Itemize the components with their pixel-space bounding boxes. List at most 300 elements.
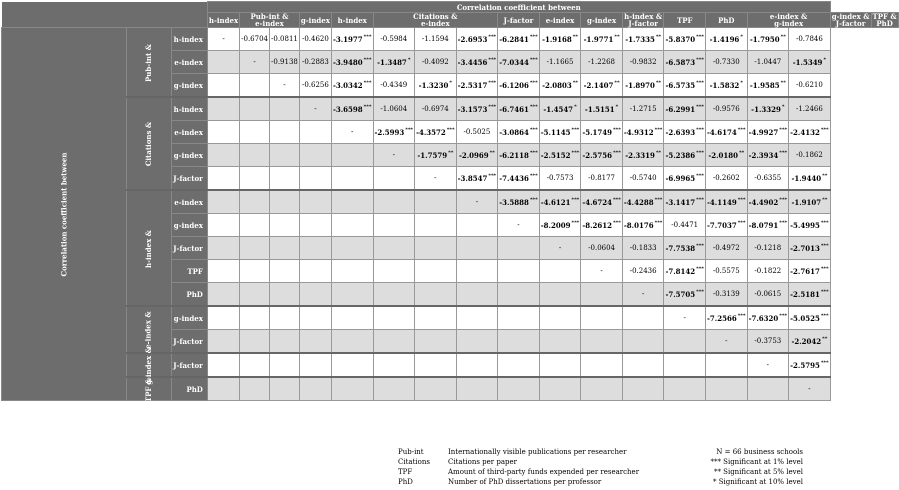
table-cell [270, 353, 300, 377]
table-cell: -3.4456*** [456, 51, 498, 74]
table-cell [622, 306, 664, 330]
table-cell [581, 377, 623, 401]
table-cell: -6.7461*** [498, 97, 540, 121]
table-cell: - [456, 190, 498, 214]
table-cell [373, 330, 415, 354]
table-cell [373, 306, 415, 330]
table-cell: -0.1822 [747, 260, 789, 283]
table-cell [373, 353, 415, 377]
table-cell [299, 260, 331, 283]
table-cell [207, 97, 239, 121]
table-cell [415, 190, 457, 214]
table-cell: -1.2715 [622, 97, 664, 121]
table-cell: -0.4092 [415, 51, 457, 74]
col-header: PhD [706, 13, 748, 28]
table-cell [539, 283, 581, 307]
table-cell: - [664, 306, 706, 330]
table-cell [207, 260, 239, 283]
row-label: J-factor [172, 330, 208, 354]
table-cell [207, 353, 239, 377]
table-cell [240, 377, 270, 401]
table-cell: -2.5181*** [789, 283, 831, 307]
table-cell: -6.2118*** [498, 144, 540, 167]
table-cell: -5.8370*** [664, 28, 706, 51]
table-cell [299, 283, 331, 307]
table-cell: - [270, 74, 300, 98]
table-cell [456, 237, 498, 260]
table-cell: -0.8177 [581, 167, 623, 191]
row-label: J-factor [172, 237, 208, 260]
table-cell: -2.5317*** [456, 74, 498, 98]
table-cell [415, 283, 457, 307]
table-cell: -1.9440** [789, 167, 831, 191]
table-cell: -4.6121*** [539, 190, 581, 214]
table-cell [331, 144, 373, 167]
table-cell [240, 214, 270, 237]
table-cell [373, 214, 415, 237]
row-label: J-factor [172, 353, 208, 377]
table-cell [331, 237, 373, 260]
table-cell: -1.4196* [706, 28, 748, 51]
table-cell: -3.1573*** [456, 97, 498, 121]
table-cell [415, 377, 457, 401]
table-cell: -0.0811 [270, 28, 300, 51]
legend-abbr: TPF [398, 468, 413, 476]
table-cell: -2.1407** [581, 74, 623, 98]
table-cell [240, 97, 270, 121]
table-row [2, 306, 899, 330]
table-cell: -2.7617*** [789, 260, 831, 283]
table-cell: -6.9965*** [664, 167, 706, 191]
table-cell [270, 97, 300, 121]
table-cell: -1.7950** [747, 28, 789, 51]
table-cell: -2.0803** [539, 74, 581, 98]
table-cell: -3.5888*** [498, 190, 540, 214]
legend-desc: Internationally visible publications per researcher [448, 448, 627, 456]
table-cell: -2.6953*** [456, 28, 498, 51]
table-cell [373, 190, 415, 214]
table-cell [207, 121, 239, 144]
table-cell: -8.2009*** [539, 214, 581, 237]
table-cell: -1.7335** [622, 28, 664, 51]
table-cell [207, 237, 239, 260]
table-cell: -5.1145*** [539, 121, 581, 144]
table-cell: -4.3572*** [415, 121, 457, 144]
table-cell: - [299, 97, 331, 121]
table-cell [373, 283, 415, 307]
table-cell: -0.5740 [622, 167, 664, 191]
table-cell [373, 167, 415, 191]
table-cell: -1.8970** [622, 74, 664, 98]
table-cell [498, 330, 540, 354]
table-cell [299, 330, 331, 354]
legend-abbr: PhD [398, 478, 413, 486]
table-cell: -7.0344*** [498, 51, 540, 74]
table-row [2, 190, 899, 214]
table-cell: -8.0791*** [747, 214, 789, 237]
table-cell: -8.0176*** [622, 214, 664, 237]
table-cell: -3.8547*** [456, 167, 498, 191]
table-cell: - [747, 353, 789, 377]
table-cell: -0.0604 [581, 237, 623, 260]
table-cell: -0.6210 [789, 74, 831, 98]
table-cell: -1.9168** [539, 28, 581, 51]
side-group-label: Citations & [126, 97, 171, 190]
col-header: h-index & J-factor [624, 12, 663, 28]
table-cell: - [706, 330, 748, 354]
table-cell [415, 260, 457, 283]
table-cell [581, 353, 623, 377]
table-cell: -1.3487* [373, 51, 415, 74]
table-cell: -4.6174*** [706, 121, 748, 144]
table-cell [331, 260, 373, 283]
table-cell: -0.9138 [270, 51, 300, 74]
table-cell [299, 190, 331, 214]
table-cell: - [622, 283, 664, 307]
table-cell [498, 353, 540, 377]
table-cell: -0.5575 [706, 260, 748, 283]
table-cell [456, 353, 498, 377]
table-cell: -2.2042** [789, 330, 831, 354]
table-cell: -5.0525*** [789, 306, 831, 330]
table-cell [207, 167, 239, 191]
legend-abbr: Pub-int [398, 448, 424, 456]
table-cell [207, 330, 239, 354]
table-cell [498, 260, 540, 283]
table-cell [299, 214, 331, 237]
col-header: g-index [299, 13, 331, 28]
table-cell: -1.1594 [415, 28, 457, 51]
row-label: g-index [172, 144, 208, 167]
table-cell [299, 377, 331, 401]
col-header-group: Pub-int & e-index [240, 13, 300, 28]
table-cell [581, 306, 623, 330]
table-cell: - [581, 260, 623, 283]
table-cell: - [373, 144, 415, 167]
table-cell: -1.0447 [747, 51, 789, 74]
col-header: g-index [581, 13, 623, 28]
table-cell [747, 377, 789, 401]
table-cell [456, 283, 498, 307]
table-cell: -1.5151* [581, 97, 623, 121]
table-cell: - [498, 214, 540, 237]
table-cell [539, 306, 581, 330]
col-header: h-index [331, 13, 373, 28]
table-cell: -1.9107** [789, 190, 831, 214]
table-cell: -2.0180** [706, 144, 748, 167]
table-cell [373, 260, 415, 283]
table-cell: -0.0615 [747, 283, 789, 307]
table-cell: -7.7037*** [706, 214, 748, 237]
table-cell: -0.6355 [747, 167, 789, 191]
table-cell: -7.5705*** [664, 283, 706, 307]
col-header: TPF [664, 13, 706, 28]
table-cell [415, 306, 457, 330]
table-cell: -0.9832 [622, 51, 664, 74]
row-label: g-index [172, 214, 208, 237]
table-cell [539, 377, 581, 401]
table-cell: -4.9927*** [747, 121, 789, 144]
table-cell: -1.2466 [789, 97, 831, 121]
row-label: g-index [172, 306, 208, 330]
row-label: h-index [172, 97, 208, 121]
table-cell: -6.5873*** [664, 51, 706, 74]
legend-desc: Amount of third-party funds expended per researcher [448, 468, 640, 476]
table-cell: -8.2612*** [581, 214, 623, 237]
table-cell [270, 260, 300, 283]
row-label: h-index [172, 28, 208, 51]
table-cell: -4.6724*** [581, 190, 623, 214]
table-cell: -4.4902*** [747, 190, 789, 214]
table-cell: - [331, 121, 373, 144]
table-cell [207, 190, 239, 214]
table-cell: -1.3329* [747, 97, 789, 121]
table-cell: -3.9480*** [331, 51, 373, 74]
table-cell [270, 330, 300, 354]
table-cell [270, 121, 300, 144]
table-cell: -0.4620 [299, 28, 331, 51]
table-cell: -0.5025 [456, 121, 498, 144]
col-header: e-index [539, 13, 581, 28]
table-cell [270, 190, 300, 214]
table-cell [299, 121, 331, 144]
table-cell: -6.1206*** [498, 74, 540, 98]
table-cell [331, 214, 373, 237]
table-cell [456, 214, 498, 237]
table-row [2, 97, 899, 121]
table-cell [331, 167, 373, 191]
table-cell [456, 330, 498, 354]
table-cell: -3.0864*** [498, 121, 540, 144]
table-cell: -2.3319** [622, 144, 664, 167]
table-cell [415, 214, 457, 237]
table-cell [498, 377, 540, 401]
table-cell: -1.2268 [581, 51, 623, 74]
side-group-label: Pub-int & [126, 28, 171, 98]
table-cell [207, 51, 239, 74]
table-cell [456, 377, 498, 401]
table-cell [539, 260, 581, 283]
side-group-label: g-index & [126, 353, 171, 377]
col-header: TPF & PhD [872, 12, 897, 28]
table-cell: -0.4471 [664, 214, 706, 237]
table-cell [207, 144, 239, 167]
table-cell: -0.6974 [415, 97, 457, 121]
table-cell: -2.7013*** [789, 237, 831, 260]
table-cell: -1.0604 [373, 97, 415, 121]
table-cell [270, 144, 300, 167]
table-cell [207, 377, 239, 401]
table-row [2, 353, 899, 377]
table-cell: -0.2436 [622, 260, 664, 283]
table-cell [240, 353, 270, 377]
legend-sig: N = 66 business schools [716, 448, 803, 456]
table-cell: -1.5349* [789, 51, 831, 74]
col-header: g-index & J-factor [831, 12, 870, 28]
table-cell: -0.2602 [706, 167, 748, 191]
table-cell [270, 237, 300, 260]
table-cell: - [415, 167, 457, 191]
table-cell [207, 214, 239, 237]
table-cell: -3.0342*** [331, 74, 373, 98]
col-header: J-factor [498, 13, 540, 28]
table-cell [270, 306, 300, 330]
table-cell [207, 74, 239, 98]
table-cell [498, 306, 540, 330]
row-label: TPF [172, 260, 208, 283]
header-title: Correlation coefficient between [207, 2, 830, 13]
table-cell [539, 330, 581, 354]
table-cell: -0.1862 [789, 144, 831, 167]
table-cell [456, 306, 498, 330]
table-cell: -5.2386*** [664, 144, 706, 167]
side-group-label: TPF & [126, 377, 171, 401]
table-cell [498, 237, 540, 260]
table-cell [331, 353, 373, 377]
table-cell [539, 353, 581, 377]
legend-sig: *** Significant at 1% level [710, 458, 803, 466]
table-cell [240, 283, 270, 307]
table-cell: -3.6598*** [331, 97, 373, 121]
table-cell: -0.7573 [539, 167, 581, 191]
table-cell [664, 330, 706, 354]
table-cell: - [240, 51, 270, 74]
table-cell: -0.6704 [240, 28, 270, 51]
table-cell: -0.3139 [706, 283, 748, 307]
table-cell [498, 283, 540, 307]
side-title: Correlation coefficient between [2, 28, 127, 401]
table-cell: - [207, 28, 239, 51]
table-cell: -1.9771** [581, 28, 623, 51]
col-header: h-index [207, 13, 239, 28]
legend-sig: * Significant at 10% level [712, 478, 803, 486]
table-cell: -0.4972 [706, 237, 748, 260]
correlation-table [1, 1, 899, 401]
table-cell [299, 237, 331, 260]
table-cell: -3.1977*** [331, 28, 373, 51]
table-cell: -1.9585** [747, 74, 789, 98]
table-cell: -1.5832* [706, 74, 748, 98]
table-cell [622, 330, 664, 354]
table-cell [622, 377, 664, 401]
row-label: J-factor [172, 167, 208, 191]
col-header-group: Citations & e-index [373, 13, 498, 28]
legend-row [398, 457, 803, 467]
table-cell [240, 74, 270, 98]
table-cell [331, 283, 373, 307]
table-cell [299, 353, 331, 377]
table-cell: - [539, 237, 581, 260]
table-cell: -4.1149*** [706, 190, 748, 214]
table-cell [581, 330, 623, 354]
legend [398, 447, 803, 487]
legend-sig: ** Significant at 5% level [713, 468, 803, 476]
row-label: e-index [172, 51, 208, 74]
table-cell: -0.3753 [747, 330, 789, 354]
table-cell [240, 121, 270, 144]
table-cell [299, 167, 331, 191]
table-cell [331, 190, 373, 214]
legend-desc: Number of PhD dissertations per professor [448, 478, 602, 486]
table-cell [373, 377, 415, 401]
side-group-label: e-index & [126, 306, 171, 353]
legend-abbr: Citations [398, 458, 430, 466]
table-cell: -6.2841*** [498, 28, 540, 51]
table-cell [622, 353, 664, 377]
side-group-label: h-index & [126, 190, 171, 306]
legend-row [398, 477, 803, 487]
table-cell: -0.7330 [706, 51, 748, 74]
table-cell: -7.4436*** [498, 167, 540, 191]
table-cell [331, 330, 373, 354]
table-cell: -1.1665 [539, 51, 581, 74]
table-cell [240, 237, 270, 260]
table-cell: -2.4132*** [789, 121, 831, 144]
table-cell: -2.6393*** [664, 121, 706, 144]
table-cell: -2.5795*** [789, 353, 831, 377]
table-cell: -6.5735*** [664, 74, 706, 98]
table-cell: -1.3230* [415, 74, 457, 98]
table-cell: -0.2883 [299, 51, 331, 74]
table-cell [706, 353, 748, 377]
col-header-group: e-index & g-index [747, 13, 830, 28]
table-cell [664, 353, 706, 377]
table-cell: -0.1218 [747, 237, 789, 260]
table-cell: -1.7579** [415, 144, 457, 167]
table-cell: -0.1833 [622, 237, 664, 260]
table-cell [207, 306, 239, 330]
table-cell [240, 306, 270, 330]
table-cell: -7.8142*** [664, 260, 706, 283]
table-cell: -2.0969** [456, 144, 498, 167]
table-cell [240, 190, 270, 214]
table-cell [240, 330, 270, 354]
table-cell [581, 283, 623, 307]
table-cell: -4.4288*** [622, 190, 664, 214]
table-cell: -0.9576 [706, 97, 748, 121]
table-cell [456, 260, 498, 283]
table-cell: -5.4995*** [789, 214, 831, 237]
table-cell: -4.9312*** [622, 121, 664, 144]
table-cell: -7.2566*** [706, 306, 748, 330]
table-cell [331, 377, 373, 401]
table-cell: -0.4349 [373, 74, 415, 98]
table-cell [240, 260, 270, 283]
table-cell: -2.5756*** [581, 144, 623, 167]
table-cell [270, 214, 300, 237]
table-cell [270, 283, 300, 307]
table-cell [270, 167, 300, 191]
table-cell [706, 377, 748, 401]
legend-desc: Citations per paper [448, 458, 517, 466]
table-cell: -5.1749*** [581, 121, 623, 144]
row-label: e-index [172, 121, 208, 144]
table-cell: -0.5984 [373, 28, 415, 51]
table-cell [415, 353, 457, 377]
table-cell: -7.7538*** [664, 237, 706, 260]
table-cell: -6.2991*** [664, 97, 706, 121]
table-cell [299, 144, 331, 167]
table-cell [240, 144, 270, 167]
row-label: e-index [172, 190, 208, 214]
header-title-row [2, 2, 899, 13]
row-label: PhD [172, 377, 208, 401]
table-cell [270, 377, 300, 401]
row-label: PhD [172, 283, 208, 307]
table-cell [299, 306, 331, 330]
legend-row [398, 447, 803, 457]
table-cell: -1.4547* [539, 97, 581, 121]
